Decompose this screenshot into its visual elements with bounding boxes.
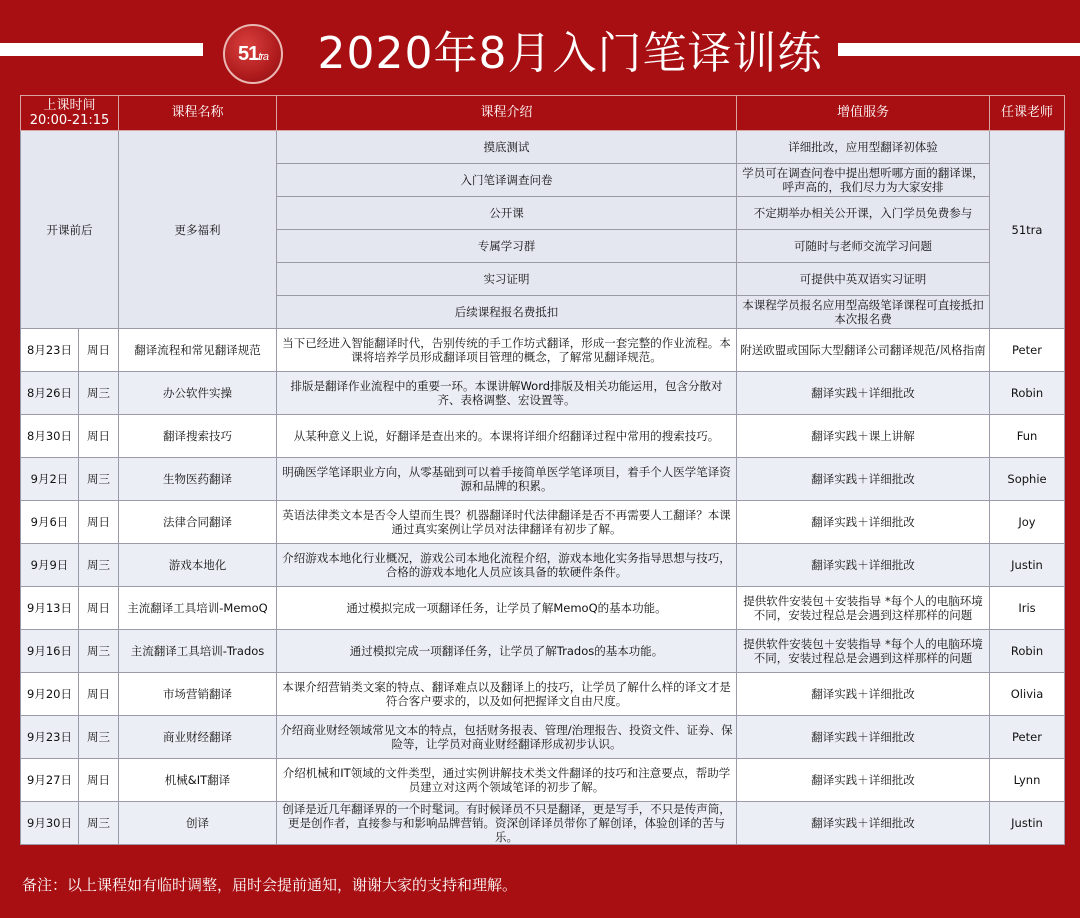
row-teacher: Peter <box>990 329 1065 372</box>
row-date: 9月2日 <box>21 458 79 501</box>
row-day: 周三 <box>79 630 119 673</box>
row-day: 周日 <box>79 501 119 544</box>
row-course-name: 翻译搜索技巧 <box>119 415 277 458</box>
row-service: 翻译实践＋详细批改 <box>737 544 990 587</box>
pre-course-name: 更多福利 <box>119 131 277 329</box>
header-course: 课程名称 <box>119 96 277 131</box>
row-teacher: Sophie <box>990 458 1065 501</box>
table-row <box>21 544 1065 587</box>
table-row <box>21 329 1065 372</box>
header-teacher: 任课老师 <box>990 96 1065 131</box>
row-date: 8月23日 <box>21 329 79 372</box>
row-day: 周日 <box>79 759 119 802</box>
row-date: 9月13日 <box>21 587 79 630</box>
row-date: 9月9日 <box>21 544 79 587</box>
row-date: 9月6日 <box>21 501 79 544</box>
row-service: 翻译实践＋详细批改 <box>737 716 990 759</box>
pre-intro: 实习证明 <box>277 263 737 296</box>
row-course-name: 主流翻译工具培训-MemoQ <box>119 587 277 630</box>
pre-intro: 公开课 <box>277 197 737 230</box>
pre-intro: 后续课程报名费抵扣 <box>277 296 737 329</box>
row-course-name: 翻译流程和常见翻译规范 <box>119 329 277 372</box>
table-row <box>21 759 1065 802</box>
row-intro: 通过模拟完成一项翻译任务，让学员了解MemoQ的基本功能。 <box>277 587 737 630</box>
row-date: 9月20日 <box>21 673 79 716</box>
row-date: 9月16日 <box>21 630 79 673</box>
table-row <box>21 501 1065 544</box>
pre-service: 本课程学员报名应用型高级笔译课程可直接抵扣本次报名费 <box>737 296 990 329</box>
row-date: 8月26日 <box>21 372 79 415</box>
row-service: 翻译实践＋详细批改 <box>737 501 990 544</box>
row-intro: 从某种意义上说，好翻译是查出来的。本课将详细介绍翻译过程中常用的搜索技巧。 <box>277 415 737 458</box>
row-day: 周日 <box>79 587 119 630</box>
table-row <box>21 458 1065 501</box>
pre-service: 不定期举办相关公开课，入门学员免费参与 <box>737 197 990 230</box>
pre-service: 学员可在调查问卷中提出想听哪方面的翻译课，呼声高的，我们尽力为大家安排 <box>737 164 990 197</box>
row-teacher: Robin <box>990 630 1065 673</box>
table-row <box>21 587 1065 630</box>
row-service: 翻译实践＋详细批改 <box>737 673 990 716</box>
row-teacher: Fun <box>990 415 1065 458</box>
schedule-table <box>20 95 1065 845</box>
row-date: 8月30日 <box>21 415 79 458</box>
row-date: 9月27日 <box>21 759 79 802</box>
row-teacher: Justin <box>990 802 1065 845</box>
row-day: 周日 <box>79 329 119 372</box>
row-teacher: Olivia <box>990 673 1065 716</box>
pre-teacher: 51tra <box>990 131 1065 329</box>
row-service: 提供软件安装包＋安装指导 *每个人的电脑环境不同，安装过程总是会遇到这样那样的问题 <box>737 630 990 673</box>
row-service: 翻译实践＋详细批改 <box>737 458 990 501</box>
row-intro: 介绍商业财经领域常见文本的特点，包括财务报表、管理/治理报告、投资文件、证券、保险等，让学员对商业财经翻译形成初步认识。 <box>277 716 737 759</box>
table-row <box>21 802 1065 845</box>
row-intro: 通过模拟完成一项翻译任务，让学员了解Trados的基本功能。 <box>277 630 737 673</box>
row-day: 周日 <box>79 673 119 716</box>
row-intro: 介绍机械和IT领域的文件类型，通过实例讲解技术类文件翻译的技巧和注意要点，帮助学员建立对这两个领域笔译的初步了解。 <box>277 759 737 802</box>
row-teacher: Iris <box>990 587 1065 630</box>
row-service: 提供软件安装包＋安装指导 *每个人的电脑环境不同，安装过程总是会遇到这样那样的问题 <box>737 587 990 630</box>
header-stripe-right <box>838 43 1080 56</box>
pre-service: 可提供中英双语实习证明 <box>737 263 990 296</box>
row-intro: 排版是翻译作业流程中的重要一环。本课讲解Word排版及相关功能运用，包含分散对齐、表格调整、宏设置等。 <box>277 372 737 415</box>
table-row <box>21 630 1065 673</box>
header-stripe-left <box>0 43 203 56</box>
row-course-name: 创译 <box>119 802 277 845</box>
header-intro: 课程介绍 <box>277 96 737 131</box>
row-service: 翻译实践＋详细批改 <box>737 759 990 802</box>
pre-intro: 摸底测试 <box>277 131 737 164</box>
table-row <box>21 131 1065 164</box>
row-day: 周三 <box>79 802 119 845</box>
row-date: 9月23日 <box>21 716 79 759</box>
row-course-name: 生物医药翻译 <box>119 458 277 501</box>
pre-intro: 专属学习群 <box>277 230 737 263</box>
table-row <box>21 372 1065 415</box>
table-row <box>21 415 1065 458</box>
table-row <box>21 673 1065 716</box>
row-course-name: 法律合同翻译 <box>119 501 277 544</box>
row-service: 翻译实践＋课上讲解 <box>737 415 990 458</box>
row-teacher: Peter <box>990 716 1065 759</box>
page-title: 2020年8月入门笔译训练 <box>317 28 823 79</box>
row-course-name: 商业财经翻译 <box>119 716 277 759</box>
row-course-name: 机械&IT翻译 <box>119 759 277 802</box>
row-day: 周三 <box>79 458 119 501</box>
row-course-name: 主流翻译工具培训-Trados <box>119 630 277 673</box>
51tra-logo <box>223 24 283 84</box>
table-row <box>21 716 1065 759</box>
row-teacher: Lynn <box>990 759 1065 802</box>
row-course-name: 市场营销翻译 <box>119 673 277 716</box>
row-date: 9月30日 <box>21 802 79 845</box>
header-service: 增值服务 <box>737 96 990 131</box>
pre-period: 开课前后 <box>21 131 119 329</box>
logo-text: 51tra <box>237 42 269 65</box>
row-service: 翻译实践＋详细批改 <box>737 372 990 415</box>
row-intro: 创译是近几年翻译界的一个时髦词。有时候译员不只是翻译，更是写手，不只是传声筒，更是创作者，直接参与和影响品牌营销。资深创译译员带你了解创译，体验创译的苦与乐。 <box>277 802 737 845</box>
row-teacher: Robin <box>990 372 1065 415</box>
row-day: 周三 <box>79 544 119 587</box>
header-time: 上课时间 20:00-21:15 <box>21 96 119 131</box>
row-teacher: Justin <box>990 544 1065 587</box>
pre-service: 可随时与老师交流学习问题 <box>737 230 990 263</box>
row-course-name: 游戏本地化 <box>119 544 277 587</box>
row-day: 周日 <box>79 415 119 458</box>
row-intro: 本课介绍营销类文案的特点、翻译难点以及翻译上的技巧，让学员了解什么样的译文才是符合客户要求的，以及如何把握译文自由尺度。 <box>277 673 737 716</box>
row-intro: 介绍游戏本地化行业概况，游戏公司本地化流程介绍，游戏本地化实务指导思想与技巧，合格的游戏本地化人员应该具备的软硬件条件。 <box>277 544 737 587</box>
row-intro: 当下已经进入智能翻译时代，告别传统的手工作坊式翻译，形成一套完整的作业流程。本课将培养学员形成翻译项目管理的概念，了解常见翻译规范。 <box>277 329 737 372</box>
row-intro: 明确医学笔译职业方向，从零基础到可以着手接简单医学笔译项目，着手个人医学笔译资源和品牌的积累。 <box>277 458 737 501</box>
row-intro: 英语法律类文本是否令人望而生畏？机器翻译时代法律翻译是否不再需要人工翻译？本课通过真实案例让学员对法律翻译有初步了解。 <box>277 501 737 544</box>
row-course-name: 办公软件实操 <box>119 372 277 415</box>
row-teacher: Joy <box>990 501 1065 544</box>
pre-service: 详细批改，应用型翻译初体验 <box>737 131 990 164</box>
row-service: 翻译实践＋详细批改 <box>737 802 990 845</box>
row-day: 周三 <box>79 372 119 415</box>
footer-note: 备注：以上课程如有临时调整，届时会提前通知，谢谢大家的支持和理解。 <box>22 876 518 894</box>
row-service: 附送欧盟或国际大型翻译公司翻译规范/风格指南 <box>737 329 990 372</box>
table-header-row <box>21 96 1065 131</box>
pre-intro: 入门笔译调查问卷 <box>277 164 737 197</box>
row-day: 周三 <box>79 716 119 759</box>
